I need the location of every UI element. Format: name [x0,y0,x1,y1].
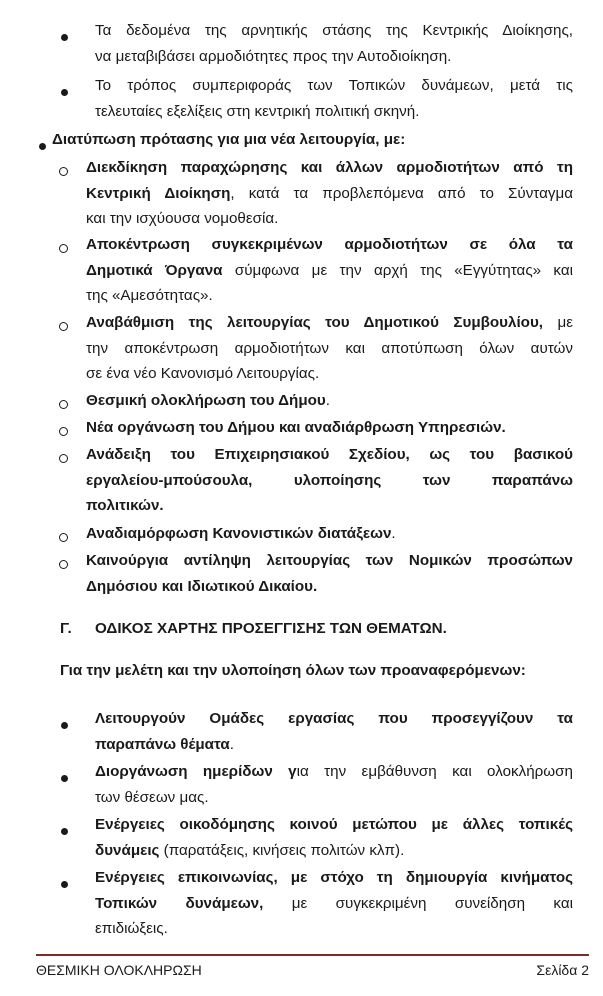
list-item [86,232,573,309]
list-item [95,18,573,69]
text-line: σε ένα νέο Κανονισμό Λειτουργίας. [86,365,320,382]
intro-text: Για την μελέτη και την υλοποίηση όλων των προαναφερόμενων: [60,662,526,679]
text: σύμφωνα με την αρχή της «Εγγύτητας» και [222,261,573,279]
list-item [95,865,573,942]
list-item [95,706,573,757]
circle-bullet [59,396,68,413]
text-line: Το τρόπος συμπεριφοράς των Τοπικών δυνάμεων, μετά τις [95,77,573,94]
text-line [95,732,573,758]
text-line: της «Αμεσότητας». [86,287,213,304]
bold-text: Δημοτικά Όργανα [86,261,223,279]
bold-text: Θεσμική ολοκλήρωση του Δήμου [86,392,326,409]
list-item [86,310,573,387]
bullet-dot [61,83,68,100]
circle-bullet [59,240,68,257]
bullet-dot [39,137,46,154]
text-line: Ανάδειξη του Επιχειρησιακού Σχεδίου, ως του βασικού [86,446,573,463]
section-letter: Γ. [60,620,72,637]
text-line: Διεκδίκηση παραχώρησης και άλλων αρμοδιοτήτων από τη [86,159,573,176]
text: . [391,525,396,542]
text-line [86,181,573,207]
list-item [95,759,573,810]
text-line: εργαλείου-μπούσουλα, υλοποίησης των παραπάνω [86,471,573,489]
bold-text: Διοργάνωση ημερίδων γ [95,763,297,780]
text-line: Αποκέντρωση συγκεκριμένων αρμοδιοτήτων σε όλα τα [86,236,573,253]
list-item: Νέα οργάνωση του Δήμου και αναδιάρθρωση Υπηρεσιών. [86,419,506,436]
text-line: Λειτουργούν Ομάδες εργασίας που προσεγγίζουν τα [95,710,573,727]
text-line [95,759,573,785]
section-title: ΟΔΙΚΟΣ ΧΑΡΤΗΣ ΠΡΟΣΕΓΓΙΣΗΣ ΤΩΝ ΘΕΜΑΤΩΝ. [95,620,447,637]
text-line [95,891,573,917]
text-line: Ενέργειες επικοινωνίας, με στόχο τη δημιουργία κινήματος [95,869,573,886]
bullet-dot [61,822,68,839]
circle-bullet [59,450,68,467]
text-line: πολιτικών. [86,497,164,514]
bold-text: δυνάμεις [95,841,160,859]
bullet-dot [61,28,68,45]
text-line: Τα δεδομένα της αρνητικής στάσης της Κεντρικής Διοίκησης, [95,22,573,39]
list-item [95,73,573,124]
footer-title: ΘΕΣΜΙΚΗ ΟΛΟΚΛΗΡΩΣΗ [36,962,202,978]
bold-text: παραπάνω θέματα [95,735,230,753]
text-line: τελευταίες εξελίξεις στη κεντρική πολιτική σκηνή. [95,102,420,120]
bold-text: Αναδιαμόρφωση Κανονιστικών διατάξεων [86,525,392,542]
text-line [86,310,573,336]
bold-text: Κεντρική Διοίκηση [86,184,231,202]
list-item [95,812,573,863]
circle-bullet [59,529,68,546]
list-item [86,521,396,547]
bullet-dot [61,875,68,892]
text: . [229,735,234,753]
text: , κατά τα προβλεπόμενα από το Σύνταγμα [230,184,573,202]
text: με συγκεκριμένη συνείδηση και [263,894,573,912]
text-line [95,838,573,864]
text-line: την αποκέντρωση αρμοδιοτήτων και αποτύπωση όλων αυτών [86,339,573,357]
text-line: να μεταβιβάσει αρμοδιότητες προς την Αυτοδιοίκηση. [95,47,452,65]
text-line [86,258,573,284]
circle-bullet [59,423,68,440]
text-line: των θέσεων μας. [95,788,209,806]
bullet-dot [61,716,68,733]
page-number: Σελίδα 2 [536,962,589,978]
footer-rule [36,954,589,956]
list-item [86,155,573,232]
text: . [325,392,330,409]
circle-bullet [59,556,68,573]
circle-bullet [59,163,68,180]
text-line: Ενέργειες οικοδόμησης κοινού μετώπου με άλλες τοπικές [95,816,573,833]
list-item [86,388,330,414]
circle-bullet [59,318,68,335]
text: (παρατάξεις, κινήσεις πολιτών κλπ). [159,841,405,859]
main-bullet-text: Διατύπωση πρότασης για μια νέα λειτουργία, με: [52,131,406,148]
text-line: Δημόσιου και Ιδιωτικού Δικαίου. [86,577,318,595]
text-line: και την ισχύουσα νομοθεσία. [86,210,279,227]
list-item [86,442,573,519]
list-item [86,548,573,599]
bold-text: Τοπικών δυνάμεων, [95,894,264,912]
bold-text: Αναβάθμιση της λειτουργίας του Δημοτικού Συμβουλίου, [86,314,544,331]
text-line: Καινούργια αντίληψη λειτουργίας των Νομικών προσώπων [86,552,573,569]
text: ια την εμβάθυνση και ολοκλήρωση [296,763,573,780]
text: με [543,314,573,331]
text-line: επιδιώξεις. [95,920,168,937]
bullet-dot [61,769,68,786]
